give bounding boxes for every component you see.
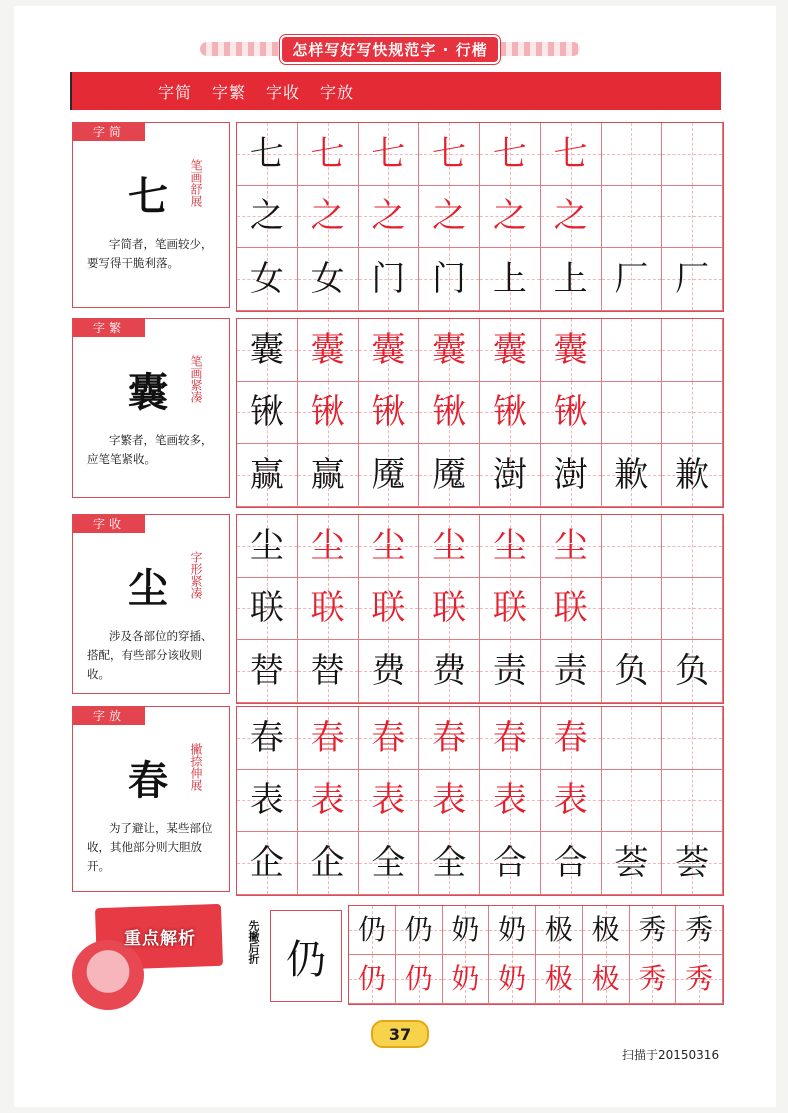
- section-note: 字形紧凑: [189, 551, 203, 599]
- practice-character: 表: [310, 780, 345, 821]
- practice-character: 七: [249, 133, 284, 174]
- grid-cell: [541, 832, 602, 895]
- grid-cell: [237, 770, 298, 833]
- practice-character: 秀: [685, 913, 714, 946]
- grid-cell: [602, 832, 663, 895]
- grid-cell: [676, 906, 723, 955]
- practice-character: 责: [553, 650, 588, 691]
- grid-cell: [237, 382, 298, 445]
- grid-cell: [489, 906, 536, 955]
- grid-cell: [480, 832, 541, 895]
- practice-character: 锹: [310, 392, 345, 433]
- grid-cell: [536, 955, 583, 1004]
- grid-cell: [541, 186, 602, 249]
- practice-character: 七: [492, 133, 527, 174]
- grid-cell: [298, 515, 359, 578]
- practice-character: 之: [249, 196, 284, 237]
- analysis-practice-grid: [348, 905, 724, 1005]
- grid-cell: [237, 123, 298, 186]
- practice-character: 七: [310, 133, 345, 174]
- practice-character: 囊: [553, 329, 588, 370]
- practice-character: 尘: [492, 525, 527, 566]
- grid-cell: [662, 444, 723, 507]
- practice-character: 秀: [638, 913, 667, 946]
- grid-cell: [298, 444, 359, 507]
- section-tag: 字繁: [73, 319, 145, 337]
- section-description: 为了避让，某些部位收，其他部分则大胆放开。: [87, 821, 213, 873]
- practice-character: 奶: [451, 913, 480, 946]
- grid-cell: [359, 832, 420, 895]
- grid-cell: [359, 770, 420, 833]
- grid-cell: [237, 444, 298, 507]
- grid-cell: [298, 707, 359, 770]
- grid-cell: [602, 186, 663, 249]
- practice-character: 锹: [249, 392, 284, 433]
- example-character: 春: [128, 757, 168, 804]
- practice-character: 费: [371, 650, 406, 691]
- example-character: 尘: [128, 565, 168, 612]
- grid-cell: [359, 640, 420, 703]
- section-panel: [72, 122, 230, 308]
- practice-character: 之: [492, 196, 527, 237]
- grid-cell: [480, 319, 541, 382]
- page-number: 37: [371, 1020, 429, 1048]
- practice-character: 替: [310, 650, 345, 691]
- grid-cell: [480, 186, 541, 249]
- grid-cell: [359, 248, 420, 311]
- practice-character: 锹: [371, 392, 406, 433]
- grid-cell: [237, 186, 298, 249]
- grid-cell: [298, 770, 359, 833]
- key-analysis-label: 重点解析: [124, 929, 196, 949]
- grid-cell: [359, 578, 420, 641]
- grid-cell: [237, 515, 298, 578]
- practice-character: 尘: [553, 525, 588, 566]
- practice-character: 锹: [492, 392, 527, 433]
- practice-character: 替: [249, 650, 284, 691]
- grid-cell: [419, 123, 480, 186]
- practice-character: 七: [371, 133, 406, 174]
- grid-cell: [480, 770, 541, 833]
- grid-cell: [541, 382, 602, 445]
- grid-cell: [662, 248, 723, 311]
- grid-cell: [237, 248, 298, 311]
- practice-character: 澍: [553, 454, 588, 495]
- grid-cell: [359, 186, 420, 249]
- grid-cell: [541, 319, 602, 382]
- practice-character: 联: [371, 588, 406, 629]
- grid-cell: [662, 382, 723, 445]
- grid-cell: [630, 906, 677, 955]
- practice-character: 秀: [638, 962, 667, 995]
- grid-cell: [630, 955, 677, 1004]
- grid-cell: [359, 123, 420, 186]
- practice-character: 奶: [451, 962, 480, 995]
- grid-cell: [662, 186, 723, 249]
- grid-cell: [298, 578, 359, 641]
- grid-cell: [662, 319, 723, 382]
- practice-character: 锹: [432, 392, 467, 433]
- category-label: 字放: [320, 82, 355, 102]
- grid-cell: [662, 578, 723, 641]
- grid-cell: [419, 248, 480, 311]
- practice-character: 厂: [675, 258, 710, 299]
- example-character: 囊: [128, 369, 168, 416]
- practice-character: 联: [553, 588, 588, 629]
- practice-character: 秀: [685, 962, 714, 995]
- practice-character: 囊: [492, 329, 527, 370]
- practice-character: 费: [432, 650, 467, 691]
- grid-cell: [602, 123, 663, 186]
- grid-cell: [602, 444, 663, 507]
- practice-character: 极: [544, 913, 573, 946]
- grid-cell: [359, 319, 420, 382]
- grid-cell: [237, 319, 298, 382]
- key-analysis-badge: [70, 900, 230, 1015]
- practice-character: 尘: [371, 525, 406, 566]
- focus-character: 仍: [270, 910, 342, 1002]
- grid-cell: [602, 382, 663, 445]
- practice-character: 魇: [371, 454, 406, 495]
- practice-character: 仍: [404, 962, 433, 995]
- practice-character: 表: [249, 780, 284, 821]
- category-label: 字收: [266, 82, 301, 102]
- practice-character: 责: [492, 650, 527, 691]
- grid-cell: [237, 832, 298, 895]
- grid-cell: [419, 578, 480, 641]
- practice-character: 联: [432, 588, 467, 629]
- section-panel: [72, 706, 230, 892]
- practice-character: 企: [249, 842, 284, 883]
- grid-cell: [489, 955, 536, 1004]
- grid-cell: [298, 382, 359, 445]
- grid-cell: [419, 707, 480, 770]
- grid-cell: [349, 906, 396, 955]
- grid-cell: [662, 770, 723, 833]
- practice-character: 囊: [371, 329, 406, 370]
- grid-cell: [602, 770, 663, 833]
- practice-character: 赢: [310, 454, 345, 495]
- grid-cell: [419, 319, 480, 382]
- practice-character: 荟: [614, 842, 649, 883]
- practice-character: 负: [614, 650, 649, 691]
- grid-cell: [602, 578, 663, 641]
- grid-cell: [602, 248, 663, 311]
- practice-character: 囊: [432, 329, 467, 370]
- practice-character: 歉: [675, 454, 710, 495]
- grid-cell: [298, 832, 359, 895]
- section-panel: [72, 318, 230, 498]
- grid-cell: [396, 906, 443, 955]
- practice-character: 春: [553, 717, 588, 758]
- grid-cell: [359, 444, 420, 507]
- practice-character: 负: [675, 650, 710, 691]
- practice-character: 囊: [249, 329, 284, 370]
- grid-cell: [419, 444, 480, 507]
- grid-cell: [541, 770, 602, 833]
- grid-cell: [298, 248, 359, 311]
- practice-character: 之: [371, 196, 406, 237]
- grid-cell: [359, 707, 420, 770]
- practice-grid: [236, 706, 724, 896]
- practice-character: 联: [249, 588, 284, 629]
- grid-cell: [541, 515, 602, 578]
- practice-character: 春: [310, 717, 345, 758]
- practice-character: 赢: [249, 454, 284, 495]
- series-banner: [200, 34, 580, 64]
- category-list: [158, 72, 354, 110]
- grid-cell: [541, 123, 602, 186]
- practice-character: 上: [492, 258, 527, 299]
- practice-character: 尘: [432, 525, 467, 566]
- grid-cell: [662, 832, 723, 895]
- practice-grid: [236, 318, 724, 508]
- category-label: 字繁: [212, 82, 247, 102]
- grid-cell: [536, 906, 583, 955]
- grid-cell: [676, 955, 723, 1004]
- practice-character: 表: [553, 780, 588, 821]
- section-description: 涉及各部位的穿插、搭配，有些部分该收则收。: [87, 629, 213, 681]
- mascot-icon: [72, 940, 144, 1010]
- practice-character: 锹: [553, 392, 588, 433]
- grid-cell: [443, 955, 490, 1004]
- practice-character: 企: [310, 842, 345, 883]
- practice-character: 厂: [614, 258, 649, 299]
- practice-character: 七: [553, 133, 588, 174]
- grid-cell: [298, 186, 359, 249]
- practice-character: 七: [432, 133, 467, 174]
- practice-character: 春: [432, 717, 467, 758]
- section-note: 撇捺伸展: [189, 743, 203, 791]
- practice-character: 尘: [310, 525, 345, 566]
- practice-character: 全: [432, 842, 467, 883]
- practice-character: 合: [553, 842, 588, 883]
- practice-character: 表: [492, 780, 527, 821]
- practice-character: 仍: [404, 913, 433, 946]
- practice-character: 合: [492, 842, 527, 883]
- practice-character: 门: [371, 258, 406, 299]
- practice-character: 仍: [357, 913, 386, 946]
- grid-cell: [662, 515, 723, 578]
- grid-cell: [480, 515, 541, 578]
- grid-cell: [419, 832, 480, 895]
- practice-character: 春: [371, 717, 406, 758]
- grid-cell: [359, 382, 420, 445]
- section-panel: [72, 514, 230, 694]
- grid-cell: [480, 444, 541, 507]
- grid-cell: [662, 123, 723, 186]
- grid-cell: [298, 123, 359, 186]
- grid-cell: [349, 955, 396, 1004]
- stroke-order-note: 先撇后折: [247, 920, 260, 964]
- practice-character: 上: [553, 258, 588, 299]
- grid-cell: [480, 248, 541, 311]
- example-character: 七: [128, 173, 168, 220]
- grid-cell: [480, 382, 541, 445]
- grid-cell: [480, 707, 541, 770]
- practice-character: 联: [310, 588, 345, 629]
- grid-cell: [419, 382, 480, 445]
- grid-cell: [662, 707, 723, 770]
- section-description: 字繁者，笔画较多，应笔笔紧收。: [87, 433, 213, 466]
- practice-character: 荟: [675, 842, 710, 883]
- grid-cell: [541, 707, 602, 770]
- grid-cell: [480, 578, 541, 641]
- practice-character: 表: [432, 780, 467, 821]
- practice-grid: [236, 122, 724, 312]
- section-tag: 字简: [73, 123, 145, 141]
- section-description: 字简者，笔画较少，要写得干脆利落。: [87, 237, 213, 270]
- practice-character: 门: [432, 258, 467, 299]
- series-title: 怎样写好写快规范字 · 行楷: [282, 37, 497, 62]
- grid-cell: [541, 248, 602, 311]
- practice-character: 春: [492, 717, 527, 758]
- grid-cell: [396, 955, 443, 1004]
- practice-character: 澍: [492, 454, 527, 495]
- grid-cell: [602, 319, 663, 382]
- practice-character: 极: [544, 962, 573, 995]
- category-header-bar: [72, 72, 721, 110]
- section-note: 笔画紧凑: [189, 355, 203, 403]
- grid-cell: [602, 515, 663, 578]
- grid-cell: [583, 955, 630, 1004]
- practice-character: 极: [591, 913, 620, 946]
- practice-character: 魇: [432, 454, 467, 495]
- grid-cell: [237, 640, 298, 703]
- grid-cell: [602, 640, 663, 703]
- practice-character: 之: [553, 196, 588, 237]
- grid-cell: [480, 123, 541, 186]
- grid-cell: [583, 906, 630, 955]
- practice-character: 极: [591, 962, 620, 995]
- grid-cell: [419, 515, 480, 578]
- scan-stamp: 扫描于20150316: [622, 1048, 720, 1062]
- practice-character: 奶: [498, 913, 527, 946]
- grid-cell: [419, 186, 480, 249]
- practice-character: 之: [432, 196, 467, 237]
- section-tag: 字收: [73, 515, 145, 533]
- practice-character: 囊: [310, 329, 345, 370]
- grid-cell: [419, 640, 480, 703]
- grid-cell: [419, 770, 480, 833]
- grid-cell: [541, 578, 602, 641]
- practice-grid: [236, 514, 724, 704]
- section-tag: 字放: [73, 707, 145, 725]
- grid-cell: [443, 906, 490, 955]
- grid-cell: [237, 578, 298, 641]
- category-label: 字简: [158, 82, 193, 102]
- practice-character: 联: [492, 588, 527, 629]
- section-note: 笔画舒展: [189, 159, 203, 207]
- practice-character: 奶: [498, 962, 527, 995]
- practice-character: 女: [310, 258, 345, 299]
- grid-cell: [662, 640, 723, 703]
- practice-character: 春: [249, 717, 284, 758]
- practice-character: 之: [310, 196, 345, 237]
- practice-character: 仍: [357, 962, 386, 995]
- grid-cell: [480, 640, 541, 703]
- grid-cell: [237, 707, 298, 770]
- grid-cell: [541, 640, 602, 703]
- practice-character: 歉: [614, 454, 649, 495]
- practice-character: 表: [371, 780, 406, 821]
- grid-cell: [602, 707, 663, 770]
- grid-cell: [359, 515, 420, 578]
- grid-cell: [541, 444, 602, 507]
- practice-character: 尘: [249, 525, 284, 566]
- grid-cell: [298, 319, 359, 382]
- practice-character: 全: [371, 842, 406, 883]
- practice-character: 女: [249, 258, 284, 299]
- grid-cell: [298, 640, 359, 703]
